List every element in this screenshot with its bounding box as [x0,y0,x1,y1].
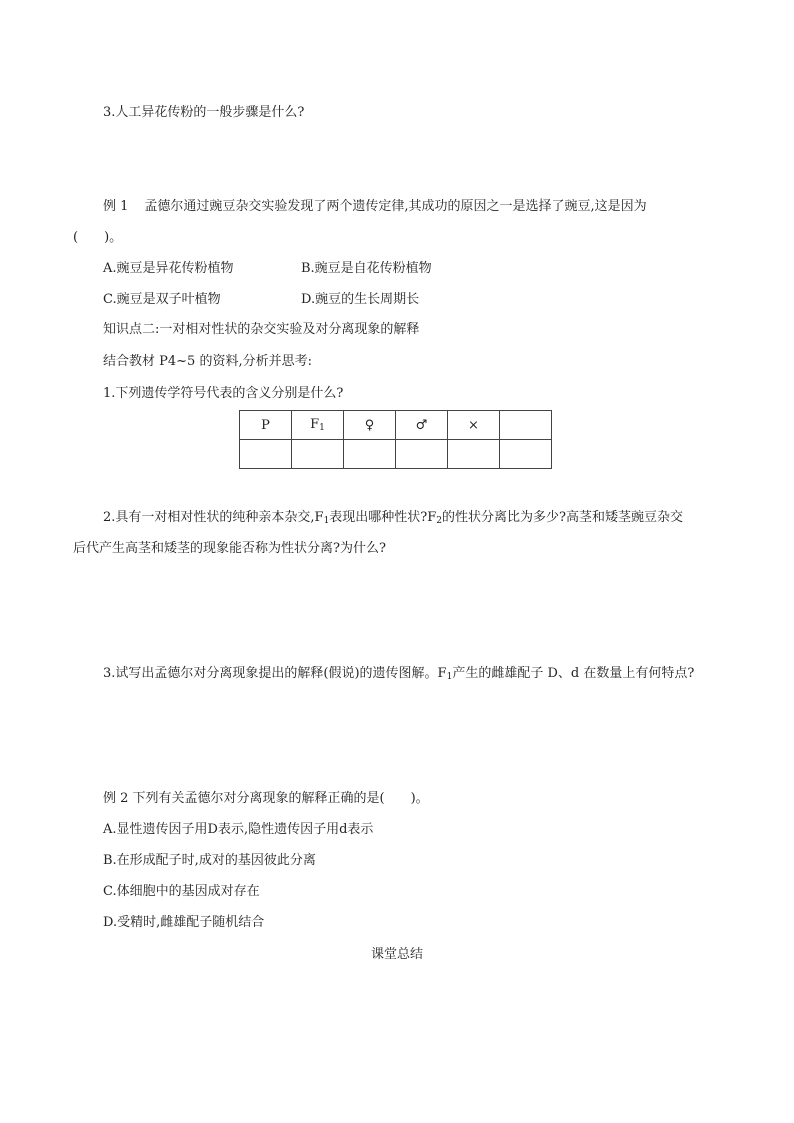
genetic-symbols-table [239,410,552,469]
summary-title: 课堂总结 [370,947,423,962]
example-2-option-d: D.受精时,雌雄配子随机结合 [103,915,265,930]
answers-row [240,440,552,469]
symbol-blank-cell [500,411,552,440]
answer-cell[interactable] [344,440,396,469]
symbol-male: ♂ [396,411,448,440]
question-1-symbols: 1.下列遗传学符号代表的含义分别是什么? [103,386,344,401]
answer-cell[interactable] [240,440,292,469]
example-1-option-b: B.豌豆是自花传粉植物 [301,261,432,276]
answer-cell[interactable] [292,440,344,469]
example-1-blank: ( )。 [73,230,123,245]
answer-cell[interactable] [500,440,552,469]
example-2-stem: 例 2 下列有关孟德尔对分离现象的解释正确的是( )。 [103,791,429,806]
example-2-option-a: A.显性遗传因子用D表示,隐性遗传因子用d表示 [103,822,374,837]
question-3-pollination: 3.人工异花传粉的一般步骤是什么? [103,105,305,120]
example-1-option-a: A.豌豆是异花传粉植物 [103,261,234,276]
answer-cell[interactable] [448,440,500,469]
example-1-label: 例 1 [103,199,129,214]
material-instruction: 结合教材 P4~5 的资料,分析并思考: [103,354,312,369]
answer-cell[interactable] [396,440,448,469]
symbol-p: P [240,411,292,440]
example-2-option-c: C.体细胞中的基因成对存在 [103,884,260,899]
question-2-line-2: 后代产生高茎和矮茎的现象能否称为性状分离?为什么? [73,541,386,556]
symbol-cross: × [448,411,500,440]
example-1-stem [103,198,647,216]
question-2-line-1: 2.具有一对相对性状的纯种亲本杂交$,F_1$表现出哪种性状$?F_2$的性状分离比为多少?高茎和矮茎豌豆杂交 [103,510,684,526]
knowledge-point-2-heading: 知识点二:一对相对性状的杂交实验及对分离现象的解释 [103,322,420,337]
example-1-option-d: D.豌豆的生长周期长 [301,292,420,307]
example-1-option-c: C.豌豆是双子叶植物 [103,292,221,307]
symbol-female: ♀ [344,411,396,440]
question-3-hypothesis: 3.试写出孟德尔对分离现象提出的解释(假说)的遗传图解。$F_1$产生的雌雄配子 D、d 在数量上有何特点? [103,666,695,682]
example-1-text: 孟德尔通过豌豆杂交实验发现了两个遗传定律,其成功的原因之一是选择了豌豆,这是因为 [144,199,647,214]
example-2-option-b: B.在形成配子时,成对的基因彼此分离 [103,853,316,868]
symbol-f1: $F_1$ [292,411,344,440]
symbols-row [240,411,552,440]
